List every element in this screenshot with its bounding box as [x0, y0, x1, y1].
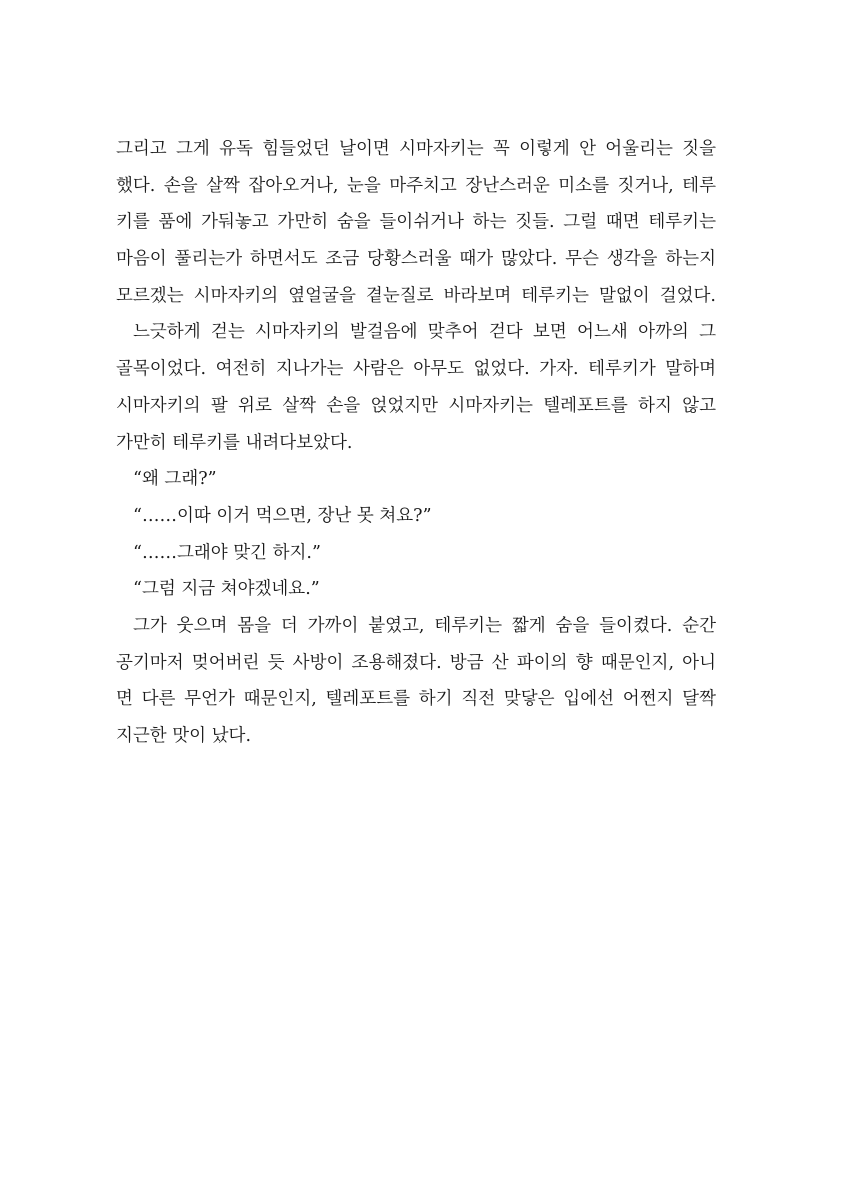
text-line: 골목이었다. 여전히 지나가는 사람은 아무도 없었다. 가자. 테루키가 말하며 — [116, 359, 716, 380]
text-line: 했다. 손을 살짝 잡아오거나, 눈을 마주치고 장난스러운 미소를 짓거나, 테루 — [116, 175, 716, 196]
text-line: 그리고 그게 유독 힘들었던 날이면 시마자키는 꼭 이렇게 안 어울리는 짓을 — [116, 139, 716, 159]
text-line: 시마자키의 팔 위로 살짝 손을 얹었지만 시마자키는 텔레포트를 하지 않고 — [116, 395, 716, 416]
text-line: “그럼 지금 쳐야겠네요.” — [133, 579, 320, 600]
text-line: 면 다른 무언가 때문인지, 텔레포트를 하기 직전 맞닿은 입에선 어쩐지 달짝 — [116, 689, 716, 710]
text-line: 지근한 맛이 났다. — [116, 726, 252, 746]
text-line: “왜 그래?” — [133, 469, 217, 490]
text-line: 가만히 테루키를 내려다보았다. — [116, 432, 353, 453]
text-line: 공기마저 멎어버린 듯 사방이 조용해졌다. 방금 산 파이의 향 때문인지, 아니 — [116, 652, 716, 673]
text-line: 마음이 풀리는가 하면서도 조금 당황스러울 때가 많았다. 무슨 생각을 하는지 — [116, 249, 716, 270]
text-line: “……이따 이거 먹으면, 장난 못 쳐요?” — [133, 505, 432, 526]
text-line: 느긋하게 걷는 시마자키의 발걸음에 맞추어 걷다 보면 어느새 아까의 그 — [133, 322, 716, 343]
text-line: 모르겠는 시마자키의 옆얼굴을 곁눈질로 바라보며 테루키는 말없이 걸었다. — [116, 285, 716, 306]
body-text — [116, 131, 716, 755]
text-line: 키를 품에 가둬놓고 가만히 숨을 들이쉬거나 하는 짓들. 그럴 때면 테루키는 — [116, 212, 716, 233]
text-line: “……그래야 맞긴 하지.” — [133, 542, 321, 563]
text-line: 그가 웃으며 몸을 더 가까이 붙였고, 테루키는 짧게 숨을 들이켰다. 순간 — [133, 615, 716, 636]
